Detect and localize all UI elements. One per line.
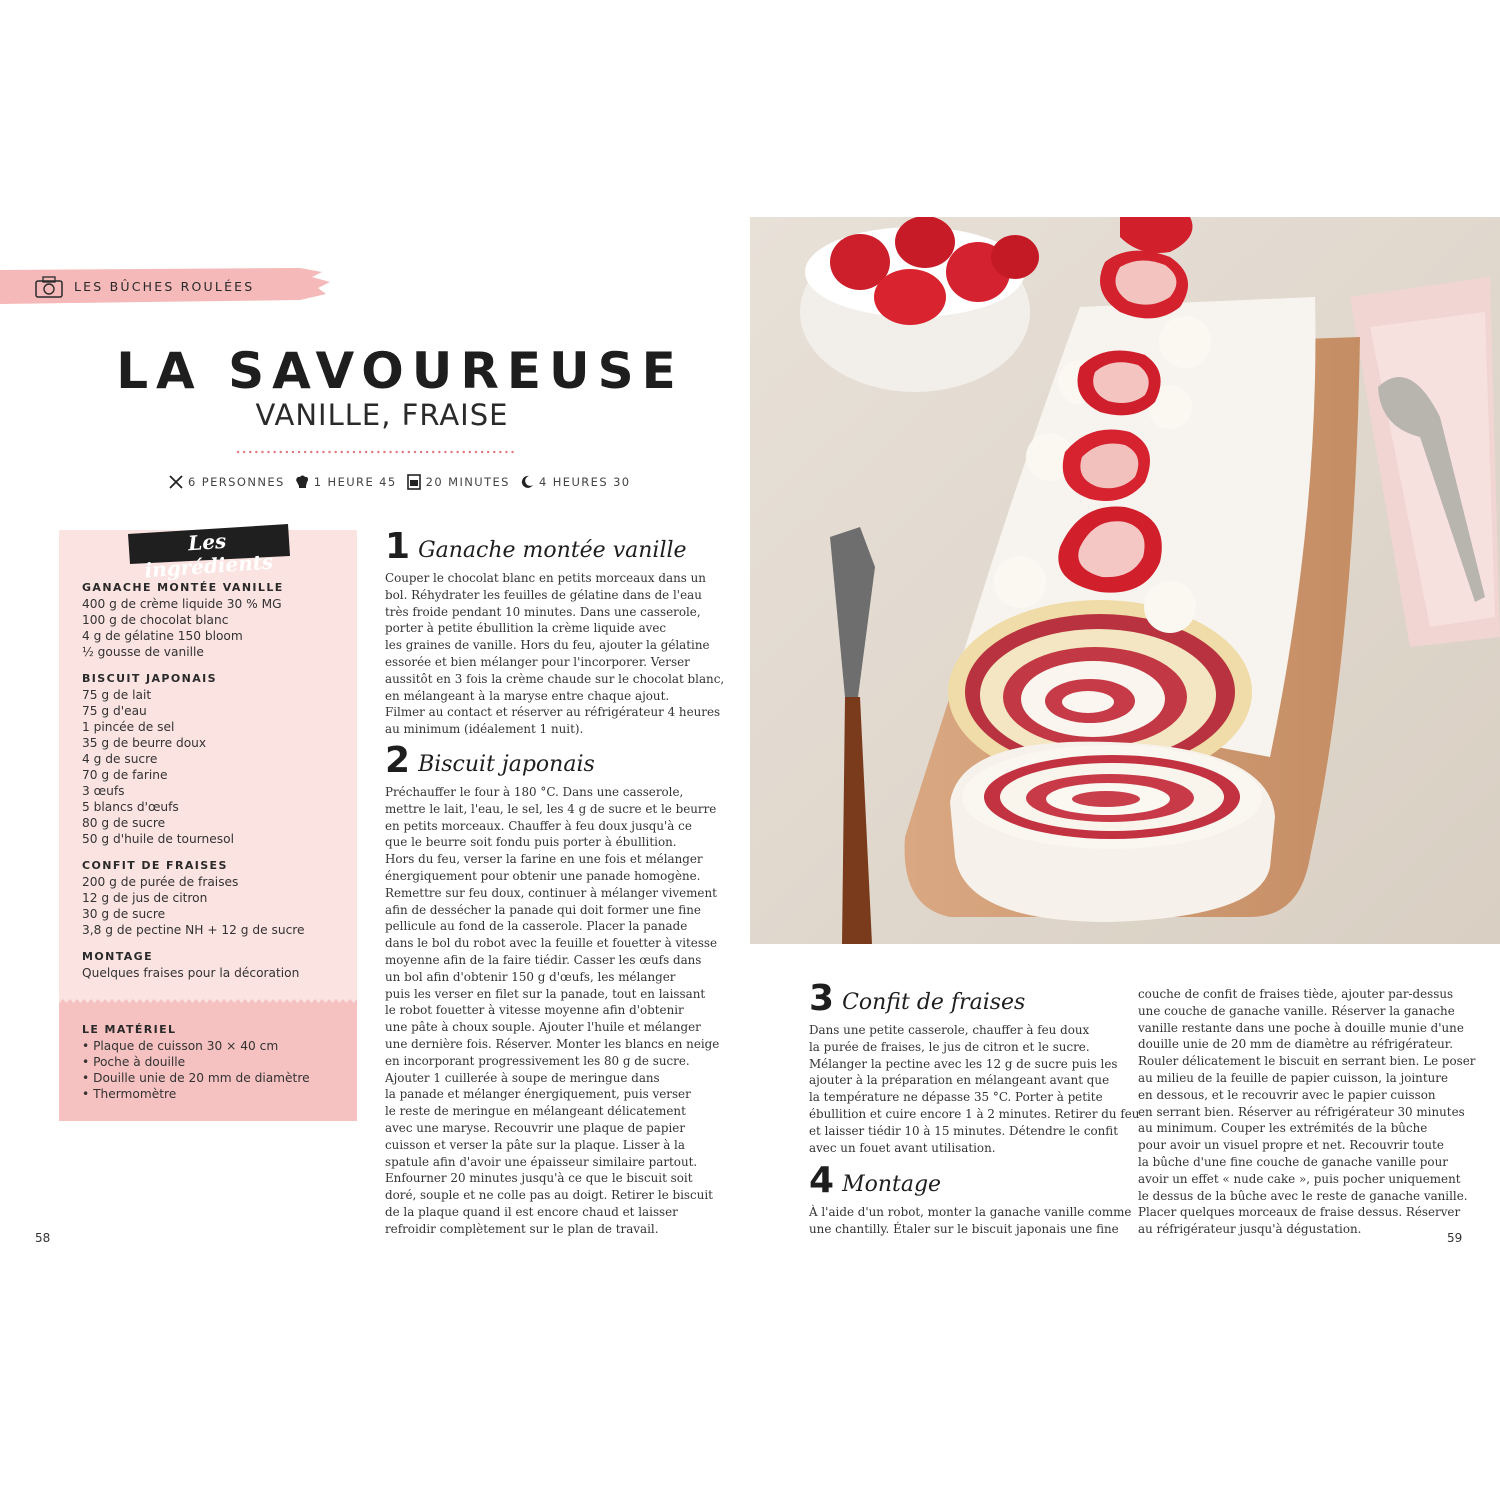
step-header [385, 526, 705, 567]
step-number: 2 [385, 740, 411, 781]
step-text-line: au réfrigérateur jusqu'à dégustation. [1138, 1222, 1362, 1237]
step-text-line: ébullition et cuire encore 1 à 2 minutes. Retirer du feu [809, 1106, 1140, 1121]
step-text-line: le dessus de la bûche avec le reste de ganache vanille. [1138, 1188, 1468, 1203]
step-text-line: pellicule au fond de la casserole. Placer la panade [385, 919, 688, 934]
page-number-right: 59 [1447, 1231, 1463, 1245]
step-text-line: avec un fouet avant utilisation. [809, 1140, 996, 1155]
ingredient-item: 12 g de jus de citron [82, 891, 208, 905]
recipe-title: LA SAVOUREUSE [116, 342, 684, 400]
ingredient-item: 3,8 g de pectine NH + 12 g de sucre [82, 923, 305, 937]
step-title: Biscuit japonais [418, 752, 595, 777]
ingredient-item: 75 g d'eau [82, 704, 147, 718]
buche-photo [750, 217, 1500, 944]
step-text-line: bol. Réhydrater les feuilles de gélatine dans de l'eau [385, 587, 702, 602]
ingredient-group-title: MONTAGE [82, 950, 154, 963]
step-text-line: le reste de meringue en mélangeant délicatement [385, 1104, 686, 1119]
step-text-line: aussitôt en 3 fois la crème chaude sur le chocolat blanc, [385, 671, 725, 686]
step-3 [809, 978, 1140, 1156]
ingredient-item: 30 g de sucre [82, 907, 166, 921]
step-text-line: de la plaque quand il est encore chaud et laisser [385, 1204, 678, 1219]
ingredient-item: 4 g de gélatine 150 bloom [82, 629, 243, 643]
step-header [809, 1160, 1119, 1201]
moon-icon [519, 474, 535, 490]
ingredient-item: 1 pincée de sel [82, 720, 175, 734]
step-text-line: une couche de ganache vanille. Réserver la ganache [1138, 1003, 1455, 1018]
step-text-line: avoir un effet « nude cake », puis pocher uniquement [1138, 1171, 1461, 1186]
meta-rest-text: 4 HEURES 30 [538, 475, 631, 489]
step-4 [809, 1160, 1132, 1238]
step-text-line: Rouler délicatement le biscuit en serrant bien. Le poser [1138, 1054, 1476, 1069]
ingredient-group [82, 671, 352, 847]
step-body [385, 570, 725, 738]
oven-icon [406, 474, 422, 490]
step-text-line: la bûche d'une fine couche de ganache vanille pour [1138, 1154, 1448, 1169]
step-1 [385, 526, 725, 738]
step-number: 4 [809, 1160, 835, 1201]
step-text-line: douille unie de 20 mm de diamètre au réfrigérateur. [1138, 1037, 1453, 1052]
step-text-line: la panade et mélanger énergiquement, puis verser [385, 1087, 691, 1102]
step-text-line: ajouter à la préparation en mélangeant avant que [809, 1073, 1110, 1088]
ingredient-group-title: CONFIT DE FRAISES [82, 859, 228, 872]
step-text-line: afin de dessécher la panade qui doit former une fine [385, 902, 701, 917]
step-text-line: en serrant bien. Réserver au réfrigérateur 30 minutes [1138, 1104, 1465, 1119]
step-text-line: dans le bol du robot avec la feuille et fouetter à vitesse [385, 936, 718, 951]
step-text-line: puis les verser en filet sur la panade, tout en laissant [385, 986, 706, 1001]
step-text-line: la température ne dépasse 35 °C. Porter à petite [809, 1090, 1103, 1105]
step-text-line: Ajouter 1 cuillerée à soupe de meringue dans [385, 1070, 660, 1085]
recipe-meta [168, 474, 631, 493]
step-text-line: un bol afin d'obtenir 150 g d'œufs, les mélanger [385, 969, 676, 984]
step-text-line: une pâte à choux souple. Ajouter l'huile et mélanger [385, 1020, 701, 1035]
ingredient-item: 35 g de beurre doux [82, 736, 207, 750]
materiel-list [82, 1022, 352, 1102]
step-text-line: le robot fouetter à vitesse moyenne afin d'obtenir [385, 1003, 684, 1018]
step-title: Confit de fraises [842, 990, 1026, 1015]
step-text-line: Préchauffer le four à 180 °C. Dans une casserole, [385, 785, 684, 799]
recipe-subtitle: VANILLE, FRAISE [255, 398, 509, 432]
step-text-line: la purée de fraises, le jus de citron et le sucre. [809, 1039, 1090, 1054]
step-text-line: doré, souple et ne colle pas au doigt. Retirer le biscuit [385, 1188, 713, 1203]
cutlery-icon [168, 474, 184, 490]
step-header [385, 740, 705, 781]
ingredient-group-title: GANACHE MONTÉE VANILLE [82, 581, 284, 594]
meta-rest [519, 474, 631, 490]
materiel-item: • Thermomètre [82, 1087, 177, 1101]
meta-servings-text: 6 PERSONNES [188, 475, 285, 489]
step-text-line: en incorporant progressivement les 80 g de sucre. [385, 1053, 690, 1068]
step-text-line: Couper le chocolat blanc en petits morceaux dans un [385, 571, 706, 585]
ingredient-item: ½ gousse de vanille [82, 645, 204, 659]
step-2 [385, 740, 720, 1238]
ingredient-group [82, 858, 352, 938]
step-text-line: une chantilly. Étaler sur le biscuit japonais une fine [809, 1221, 1119, 1236]
step-title: Ganache montée vanille [418, 538, 687, 563]
step-text-line: au milieu de la feuille de papier cuisson, la jointure [1138, 1070, 1448, 1085]
step-text-line: au minimum. Couper les extrémités de la bûche [1138, 1121, 1428, 1136]
ingredient-item: 4 g de sucre [82, 752, 158, 766]
meta-prep [294, 474, 397, 490]
ingredient-item: 70 g de farine [82, 768, 168, 782]
step-text-line: Placer quelques morceaux de fraise dessus. Réserver [1138, 1205, 1461, 1220]
step-text-line: couche de confit de fraises tiède, ajouter par-dessus [1138, 987, 1454, 1001]
materiel-item: • Poche à douille [82, 1055, 186, 1069]
step-text-line: vanille restante dans une poche à douille munie d'une [1138, 1020, 1464, 1035]
ingredient-item: 200 g de purée de fraises [82, 875, 239, 889]
step-header [809, 978, 1119, 1019]
step-text-line: cuisson et verser la pâte sur la plaque. Lisser à la [385, 1137, 685, 1152]
step-body [809, 1022, 1140, 1156]
step-body [385, 784, 720, 1238]
step-text-line: que le beurre soit fondu puis porter à ébullition. [385, 835, 677, 850]
step-text-line: en dessous, et le recouvrir avec le papier cuisson [1138, 1087, 1436, 1102]
ingredient-item: 50 g d'huile de tournesol [82, 832, 234, 846]
step-text-line: Mélanger la pectine avec les 12 g de sucre puis les [809, 1056, 1118, 1071]
ingredient-group [82, 949, 352, 981]
meta-bake [406, 474, 510, 490]
step-text-line: porter à petite ébullition la crème liquide avec [385, 621, 667, 636]
ingredient-group-title: BISCUIT JAPONAIS [82, 672, 217, 685]
step-text-line: et laisser tiédir 10 à 15 minutes. Détendre le confit [809, 1123, 1119, 1138]
step-text-line: Enfourner 20 minutes jusqu'à ce que le biscuit soit [385, 1171, 693, 1186]
ingredients-list [82, 580, 352, 992]
meta-bake-text: 20 MINUTES [425, 475, 510, 489]
page-number-left: 58 [35, 1231, 51, 1245]
step-text-line: une dernière fois. Réserver. Monter les blancs en neige [385, 1036, 720, 1051]
step-number: 3 [809, 978, 835, 1019]
meta-servings [168, 474, 285, 490]
step-text-line: très froide pendant 10 minutes. Dans une casserole, [385, 604, 701, 619]
step-text-line: énergiquement pour obtenir une panade homogène. [385, 868, 701, 883]
chef-hat-icon [294, 474, 310, 490]
step-text-line: les graines de vanille. Hors du feu, ajouter la gélatine [385, 638, 710, 653]
section-tag [0, 266, 332, 308]
step-text-line: Remettre sur feu doux, continuer à mélanger vivement [385, 885, 717, 900]
step-text-line: spatule afin d'avoir une épaisseur similaire partout. [385, 1154, 698, 1169]
meta-prep-text: 1 HEURE 45 [313, 475, 397, 489]
montage-continued [1138, 986, 1478, 1238]
materiel-title: LE MATÉRIEL [82, 1023, 177, 1036]
step-text-line: refroidir complètement sur le plan de travail. [385, 1221, 659, 1236]
ingredients-badge [124, 522, 292, 583]
step-text-line: au minimum (idéalement 1 nuit). [385, 722, 584, 737]
ingredient-item: Quelques fraises pour la décoration [82, 966, 300, 980]
ingredient-item: 5 blancs d'œufs [82, 800, 179, 814]
step-text-line: Hors du feu, verser la farine en une fois et mélanger [385, 852, 703, 867]
step-number: 1 [385, 526, 411, 567]
ingredient-item: 100 g de chocolat blanc [82, 613, 229, 627]
step-text-line: pour avoir un visuel propre et net. Recouvrir toute [1138, 1138, 1444, 1153]
step-text-line: mettre le lait, l'eau, le sel, les 4 g de sucre et le beurre [385, 801, 717, 816]
step-body [809, 1204, 1132, 1238]
step-text-line: avec une maryse. Recouvrir une plaque de papier [385, 1120, 686, 1135]
ingredient-group [82, 580, 352, 660]
ingredient-item: 400 g de crème liquide 30 % MG [82, 597, 282, 611]
step-text-line: Filmer au contact et réserver au réfrigérateur 4 heures [385, 705, 721, 720]
section-tag-label: LES BÛCHES ROULÉES [74, 279, 255, 294]
step-text-line: moyenne afin de la faire tiédir. Casser les œufs dans [385, 952, 702, 967]
dotted-divider [236, 450, 518, 454]
materiel-item: • Plaque de cuisson 30 × 40 cm [82, 1039, 279, 1053]
ingredient-item: 80 g de sucre [82, 816, 166, 830]
materiel-item: • Douille unie de 20 mm de diamètre [82, 1071, 310, 1085]
step-text-line: en mélangeant à la maryse entre chaque ajout. [385, 688, 670, 703]
step-text-line: essorée et bien mélanger pour l'incorporer. Verser [385, 654, 690, 669]
step-title: Montage [842, 1172, 942, 1197]
ingredient-item: 75 g de lait [82, 688, 152, 702]
step-text-line: en petits morceaux. Chauffer à feu doux jusqu'à ce [385, 818, 692, 833]
step-text-line: À l'aide d'un robot, monter la ganache vanille comme [809, 1205, 1132, 1219]
ingredient-item: 3 œufs [82, 784, 125, 798]
ingredients-badge-label: Les ingrédients [143, 528, 274, 583]
step-text-line: Dans une petite casserole, chauffer à feu doux [809, 1023, 1090, 1037]
